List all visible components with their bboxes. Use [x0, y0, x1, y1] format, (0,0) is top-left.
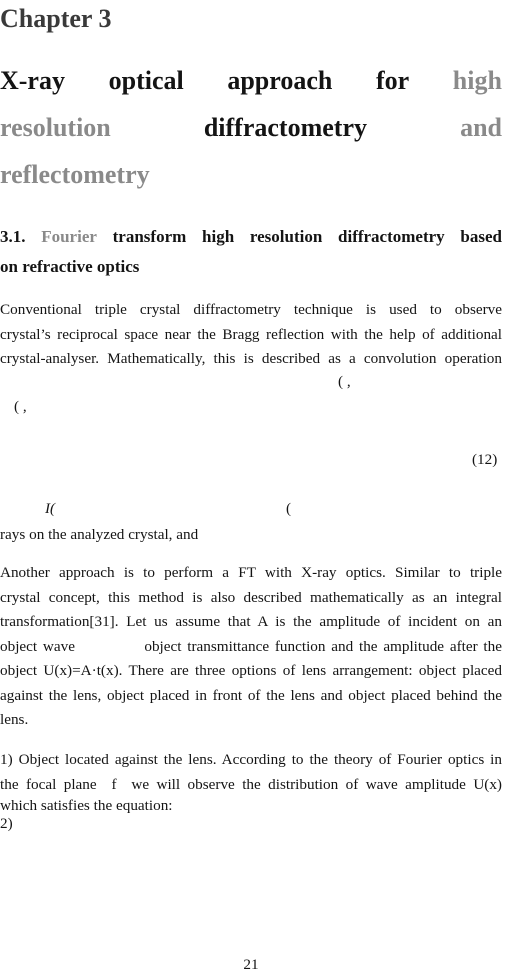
text-line: crystal concept, this method is also described mathematically as an integral [0, 588, 502, 606]
section-word: Fourier [41, 227, 97, 246]
section-heading [0, 222, 502, 282]
text-line: lens. [0, 711, 29, 728]
title-word: and [460, 113, 502, 142]
text-line: crystal’s reciprocal space near the Bragg reflection with the help of additional [0, 325, 502, 343]
text-line: Conventional triple crystal diffractometry technique is used to observe [0, 301, 502, 318]
paragraph-2 [0, 561, 502, 733]
section-line-2: on refractive optics [0, 257, 140, 276]
text-line: the focal plane f we will observe the distribution of wave amplitude U(x) [0, 775, 502, 793]
title-word: for [375, 66, 410, 95]
title-line-2 [0, 104, 502, 151]
section-word: based [460, 227, 502, 246]
text-line: 1) Object located against the lens. According to the theory of Fourier optics in [0, 751, 502, 768]
text-line: Another approach is to perform a FT with X-ray optics. Similar to triple [0, 564, 502, 581]
title-word: reflectometry [0, 160, 150, 189]
text-line: rays on the analyzed crystal, and [0, 526, 199, 543]
section-word: high [202, 227, 235, 246]
fragment: ( , [14, 398, 27, 415]
title-word: resolution [0, 113, 111, 142]
text-line: transformation[31]. Let us assume that A is the amplitude of incident on an [0, 613, 502, 630]
text-line: object wave object transmittance function and the amplitude after the [0, 637, 502, 655]
text-line: crystal-analyser. Mathematically, this is described as a convolution operation [0, 350, 502, 367]
title-word: high [452, 66, 502, 95]
section-line-1 [0, 222, 502, 252]
title-line-3 [0, 151, 502, 198]
fragment: I( [45, 500, 56, 517]
chapter-label: Chapter 3 [0, 4, 112, 33]
title-word: diffractometry [203, 113, 367, 142]
paragraph-1 [0, 298, 502, 372]
title-word: approach [227, 66, 333, 95]
title-word: optical [108, 66, 184, 95]
section-number: 3.1. [0, 227, 26, 246]
text-line: against the lens, object placed in front of the lens and object placed behind the [0, 686, 502, 704]
section-word: resolution [249, 227, 323, 246]
fragment: ( , [338, 373, 351, 390]
paragraph-3 [0, 748, 502, 833]
title-word: X-ray [0, 66, 65, 95]
fragment: ( [286, 500, 292, 517]
equation-number: (12) [472, 451, 498, 468]
title-line-1 [0, 57, 502, 104]
chapter-title [0, 57, 502, 198]
text-line: 2) [0, 815, 13, 832]
text-line: object U(x)=A·t(x). There are three options of lens arrangement: object placed [0, 662, 502, 679]
section-word: diffractometry [338, 227, 445, 246]
section-word: transform [112, 227, 187, 246]
page-number: 21 [243, 956, 259, 973]
text-line: which satisfies the equation: [0, 797, 173, 814]
